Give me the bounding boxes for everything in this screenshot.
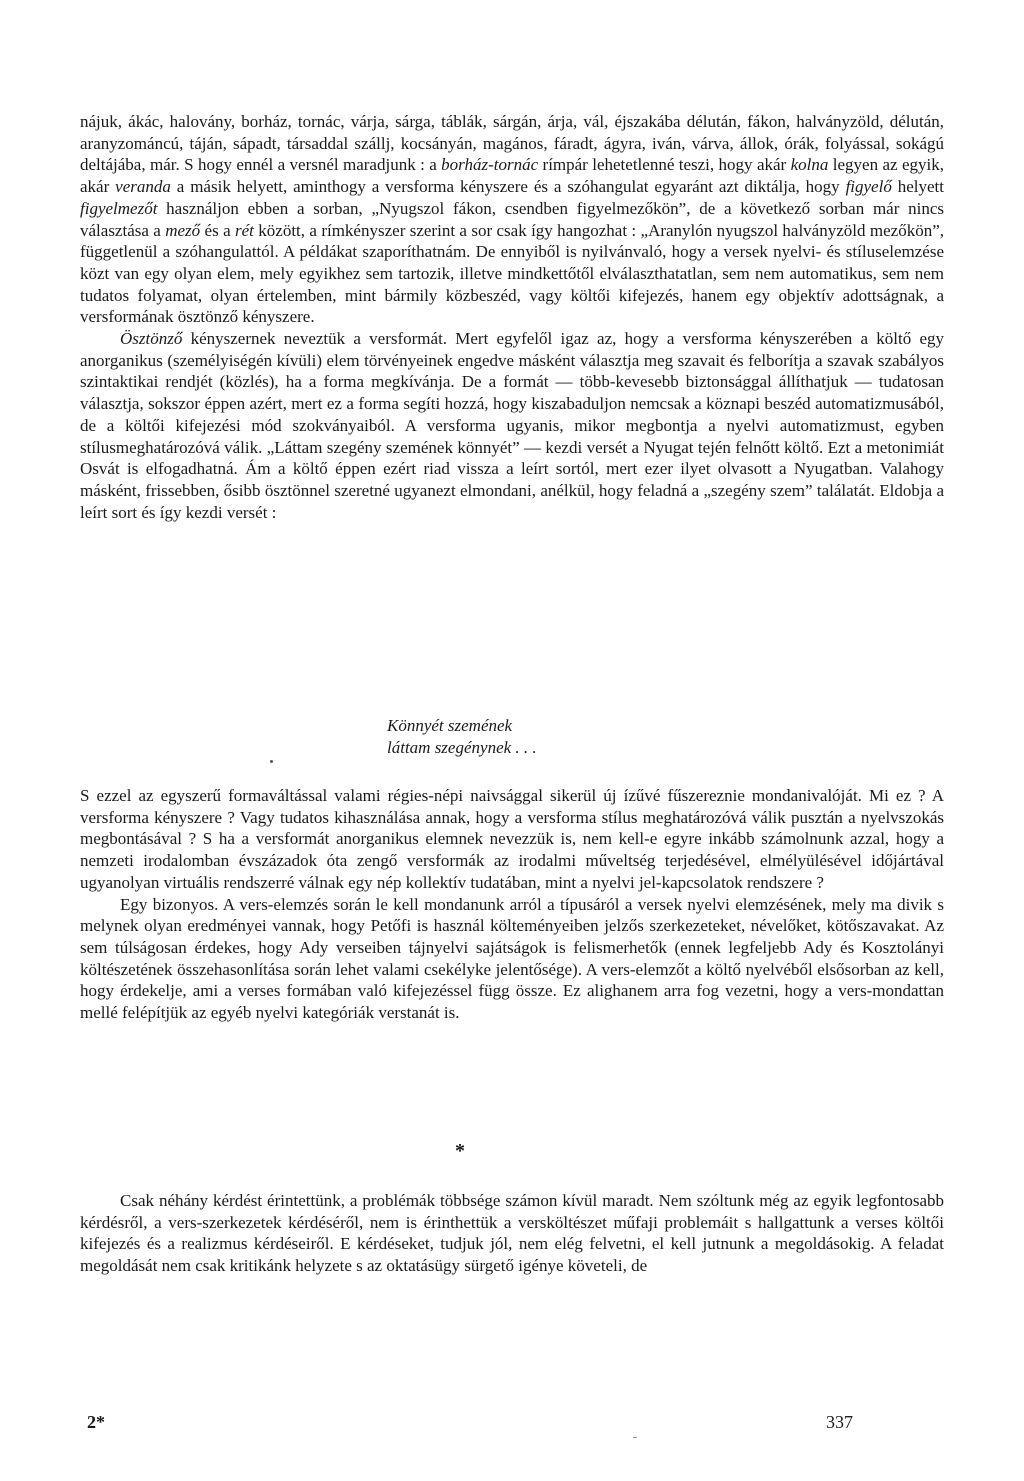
paragraph-1-text bbox=[80, 111, 944, 328]
paragraph-5: Csak néhány kérdést érintettünk, a problémák többsége számon kívül maradt. Nem szóltunk még az egyik legfontosabb kérdésről, a vers-szerkezetek kérdéséről, nem is érinthettük a versköltészet műfaji problemáit s hallgattunk a verses költői kifejezés és a realizmus kérdéseiről. E kérdéseket, tudjuk jól, nem elég felvetni, el kell jutnunk a megoldásokig. A feladat megoldását nem csak kritikánk helyzete s az oktatásügy sürgető igénye követeli, de bbox=[80, 1191, 944, 1276]
paragraph-2 bbox=[80, 328, 944, 523]
paragraph-4: Egy bizonyos. A vers-elemzés során le kell mondanunk arról a típusáról a versek nyelvi elemzésének, mely ma divik s melynek olyan eredményei vannak, hogy Petőfi is használ költeményeiben jelzős szerkezeteket, névelőket, kötőszavakat. Az sem túlságosan érdekes, hogy Ady verseiben tájnyelvi sajátságok is felismerhetők (ennek legfeljebb Ady és Kosztolányi költészetének összehasonlítása során lehet valami csekélyke jelentősége). A vers-elemzőt a költő nyelvéből elsősorban az kell, hogy érdekelje, ami a verses formában való kifejezéssel függ össze. Ez alighanem arra fog vezetni, hogy a vers-mondattan mellé felépítjük az egyéb nyelvi kategóriák verstanát is. bbox=[80, 894, 944, 1023]
italic-term: figyelmezőt bbox=[80, 198, 158, 218]
speck bbox=[270, 760, 273, 763]
section-separator: * bbox=[455, 1140, 465, 1162]
text-run: között, a rímkényszer szerint a sor csak így hangozhat : „Aranylón nyugszol halványzöld mezőkön”, függetlenül a szóhangulattól. A példákat szaporíthatnám. De ennyiből is nyilvánvaló, hogy a versek nyelvi- és stíluselemzése közt van egy olyan elem, mely egyikhez sem tartozik, illetve mindkettőtől elválaszthatatlan, sem nem automatikus, sem nem tudatos folyamat, olyan értelemben, mint bármily közbeszéd, vagy költői kifejezés, hanem egy objektív adottságnak, a versformának ösztönző kényszere. bbox=[80, 220, 944, 327]
paragraph-3-block bbox=[80, 785, 944, 1024]
text-run: legyen az egyik, akár bbox=[80, 155, 944, 197]
text-run: rímpár lehetetlenné teszi, hogy akár bbox=[538, 155, 791, 175]
italic-term: veranda bbox=[115, 177, 171, 197]
paragraph-5-block bbox=[80, 1190, 944, 1277]
italic-term: Ösztönző bbox=[120, 329, 183, 349]
italic-term: mező bbox=[165, 220, 201, 240]
text-run: kényszernek neveztük a versformát. Mert egyfelől igaz az, hogy a versforma kényszerében a költő egy anorganikus (személyiségén kívüli) elem törvényeinek engedve másként választja meg szavait és felborítja a szavak szabályos szintaktikai rendjét (közlés), ha a forma megkívánja. De a formát — több-kevesebb biztonsággal állíthatjuk — tudatosan választja, sokszor éppen azért, mert ez a forma segíti hozzá, hogy kiszabaduljon nemcsak a köznapi beszéd automatizmusából, de a költői kifejezési mód szokványaiból. A versforma ugyanis, mikor megbontja a nyelvi automatizmust, egyben stílusmeghatározóvá válik. „Láttam szegény szemének könnyét” — kezdi versét a Nyugat tején felnőtt költő. Ezt a metonimiát Osvát is elfogadhatná. Ám a költő éppen ezért riad vissza a leírt sortól, mert ezer ilyet olvasott a Nyugatban. Valahogy másként, frissebben, ősibb ösztönnel szeretné ugyanezt elmondani, anélkül, hogy feladná a „szegény szem” találatát. Eldobja a leírt sort és így kezdi versét : bbox=[80, 329, 944, 522]
page-number: 337 bbox=[826, 1412, 853, 1432]
poem-quote bbox=[387, 715, 537, 758]
signature-mark: 2* bbox=[87, 1412, 105, 1432]
italic-term: figyelő bbox=[845, 177, 892, 197]
italic-term: borház-tornác bbox=[441, 155, 539, 175]
poem-line: láttam szegénynek . . . bbox=[387, 737, 537, 757]
paragraph-3: S ezzel az egyszerű formaváltással valami régies-népi naivsággal sikerül új ízűvé fűszereznie mondanivalóját. Mi ez ? A versforma kényszere ? Vagy tudatos kihasználása annak, hogy a versforma stílus meghatározóvá válik pusztán a nyelvszokás megbontásával ? S ha a versformát anorganikus elemnek nevezzük is, nem kell-e egyre inkább számolnunk azzal, hogy a nemzeti irodalomban évszázadok óta zengő versformák az irodalmi műveltség terjedésével, elmélyülésével időjártával ugyanolyan virtuális rendszerré válnak egy nép kollektív tudatában, mint a nyelvi jel-kapcsolatok rendszere ? bbox=[80, 786, 944, 892]
text-run: a másik helyett, aminthogy a versforma kényszere és a szóhangulat egyaránt azt diktálja, hogy bbox=[170, 177, 846, 197]
italic-term: rét bbox=[235, 220, 254, 240]
italic-term: kolna bbox=[790, 155, 829, 175]
text-run: helyett bbox=[891, 177, 944, 197]
text-run: használjon ebben a sorban, „Nyugszol fákon, csendben figyelmezőkön”, de a következő sorban már nincs választása a bbox=[80, 198, 944, 240]
text-run: és a bbox=[200, 220, 236, 240]
text-run: nájuk, ákác, halovány, borház, tornác, várja, sárga, táblák, sárgán, árja, vál, éjszakába délután, fákon, halványzöld, délután, aranyzománcú, táján, sápadt, társaddal szállj, kocsányán, magános, fáradt, ágyra, iván, várva, állok, órák, folyással, sokágú deltájába, már. S hogy ennél a versnél maradjunk : a bbox=[80, 112, 944, 175]
paragraph-1 bbox=[80, 111, 944, 523]
poem-line: Könnyét szemének bbox=[387, 716, 513, 735]
speck bbox=[633, 1437, 637, 1438]
